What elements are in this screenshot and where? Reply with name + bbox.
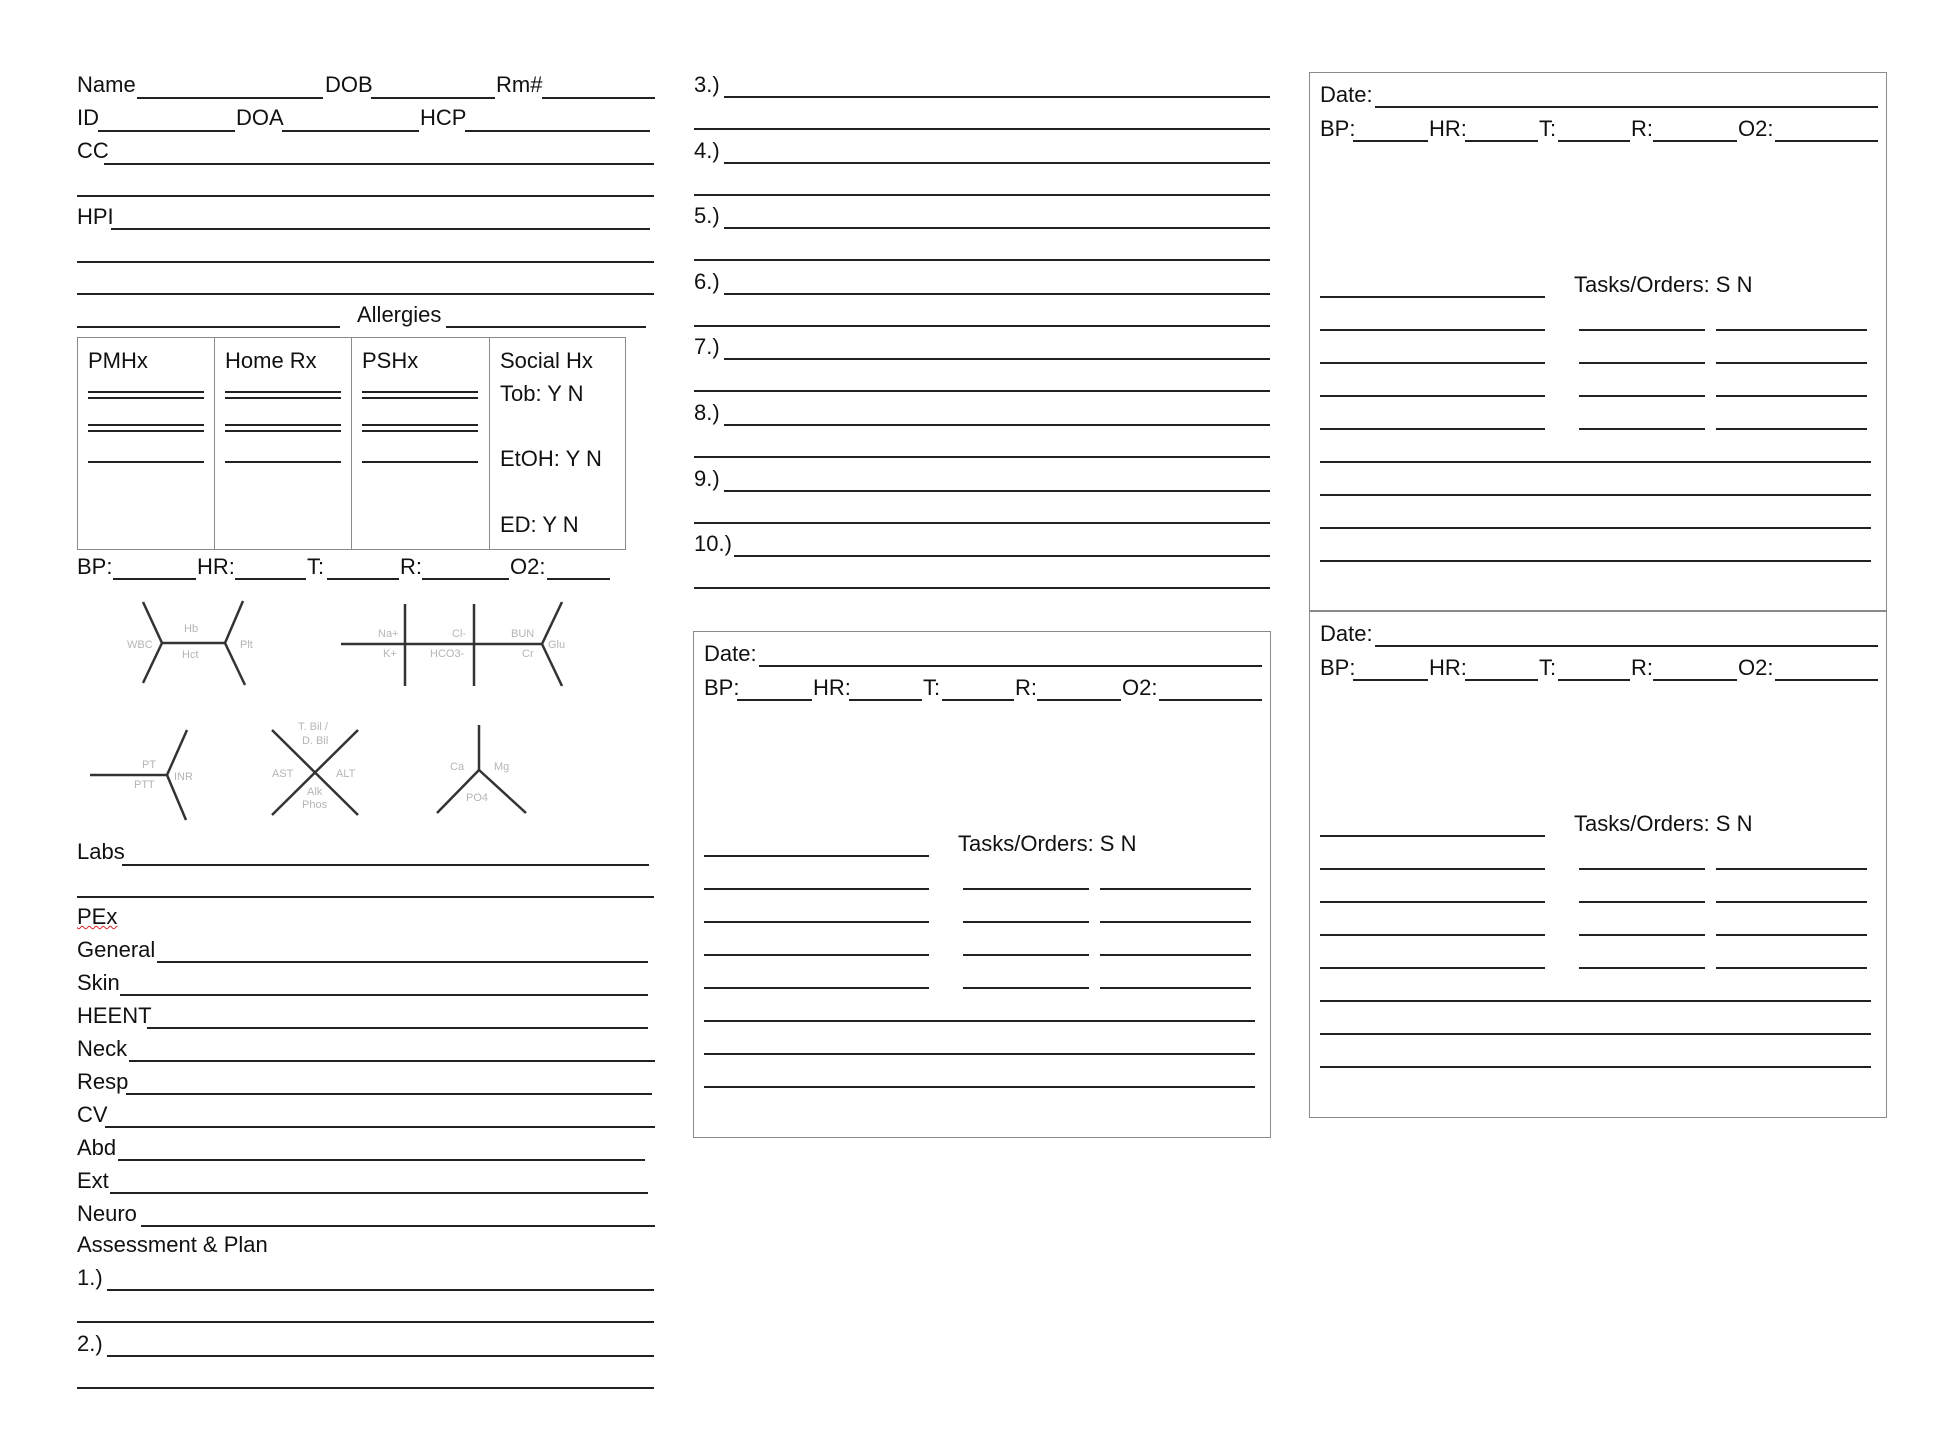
- daily-progress-box: [1309, 72, 1887, 611]
- alt-text: ALT: [336, 768, 356, 780]
- hcp-field[interactable]: [465, 130, 650, 132]
- cr-text: Cr: [522, 648, 534, 660]
- plan-item-field[interactable]: [107, 1355, 654, 1357]
- plan-item-field-line-2[interactable]: [77, 1321, 654, 1323]
- bp-label: BP:: [704, 675, 740, 700]
- plan-item-field[interactable]: [724, 293, 1270, 295]
- pex-item-label: Ext: [77, 1168, 109, 1193]
- glu-text: Glu: [548, 639, 566, 651]
- history-divider: [214, 337, 215, 550]
- bp-label: BP:: [1320, 655, 1356, 680]
- history-divider: [489, 337, 490, 550]
- dob-field[interactable]: [371, 97, 495, 99]
- etoh-label: EtOH: Y N: [500, 446, 602, 471]
- task-field[interactable]: [1320, 428, 1545, 430]
- plan-item-field-line-2[interactable]: [77, 1387, 654, 1389]
- name-field[interactable]: [137, 97, 323, 99]
- task-field[interactable]: [1320, 296, 1545, 298]
- pt-text: PT: [142, 759, 157, 771]
- plan-item-field[interactable]: [724, 96, 1270, 98]
- pex-item-field[interactable]: [105, 1126, 655, 1128]
- history-divider: [351, 337, 352, 550]
- pmhx-line[interactable]: [88, 391, 204, 399]
- task-field[interactable]: [1320, 934, 1545, 936]
- pex-item-field[interactable]: [118, 1159, 645, 1161]
- pex-item-field[interactable]: [110, 1192, 648, 1194]
- date-label: Date:: [1320, 82, 1373, 107]
- mg-text: Mg: [494, 761, 510, 773]
- task-status-field[interactable]: [1579, 967, 1705, 969]
- order-field[interactable]: [1716, 329, 1867, 331]
- hpi-label: HPI: [77, 204, 114, 229]
- task-field[interactable]: [1320, 868, 1545, 870]
- task-status-field[interactable]: [1579, 428, 1705, 430]
- pex-item-label: General: [77, 937, 156, 962]
- r-field[interactable]: [1653, 679, 1737, 681]
- order-field[interactable]: [1716, 934, 1867, 936]
- pex-item-field[interactable]: [120, 994, 648, 996]
- date-field[interactable]: [759, 665, 1262, 667]
- o2-label: O2:: [1122, 675, 1158, 700]
- cl-text: Cl-: [452, 628, 467, 640]
- plan-item-number: 3.): [694, 72, 720, 97]
- note-line[interactable]: [1320, 494, 1871, 496]
- pex-item-field[interactable]: [126, 1093, 652, 1095]
- bp-field[interactable]: [737, 699, 812, 701]
- o2-label: O2:: [1738, 655, 1774, 680]
- hpi-field[interactable]: [111, 228, 650, 230]
- allergies-label: Allergies: [357, 302, 442, 327]
- hpi-field-line-4[interactable]: [77, 326, 340, 328]
- r-label: R:: [1015, 675, 1037, 700]
- cc-field-line-2[interactable]: [77, 195, 654, 197]
- o2-field[interactable]: [1775, 140, 1878, 142]
- doa-label: DOA: [236, 105, 284, 130]
- o2-label: O2:: [510, 554, 546, 579]
- plan-item-field-line-2[interactable]: [694, 456, 1270, 458]
- doa-field[interactable]: [282, 130, 419, 132]
- t-label: T:: [923, 675, 941, 700]
- note-line[interactable]: [1320, 560, 1871, 562]
- hr-label: HR:: [1429, 655, 1467, 680]
- hr-field[interactable]: [235, 578, 306, 580]
- task-field[interactable]: [1320, 329, 1545, 331]
- daily-progress-box: [1309, 611, 1887, 1118]
- plan-item-number: 8.): [694, 400, 720, 425]
- task-field[interactable]: [704, 921, 929, 923]
- task-field[interactable]: [704, 855, 929, 857]
- note-line[interactable]: [1320, 527, 1871, 529]
- phos-text: Phos: [302, 799, 328, 811]
- plan-item-field-line-2[interactable]: [694, 587, 1270, 589]
- t-field[interactable]: [1558, 679, 1630, 681]
- t-label: T:: [1539, 116, 1557, 141]
- plan-item-number: 5.): [694, 203, 720, 228]
- task-status-field[interactable]: [963, 888, 1089, 890]
- date-field[interactable]: [1375, 645, 1878, 647]
- t-field[interactable]: [327, 578, 399, 580]
- o2-field[interactable]: [1775, 679, 1878, 681]
- dbil-text: D. Bil: [302, 735, 329, 747]
- k-text: K+: [383, 648, 397, 660]
- note-line[interactable]: [1320, 1033, 1871, 1035]
- task-status-field[interactable]: [1579, 901, 1705, 903]
- na-text: Na+: [378, 628, 399, 640]
- order-field[interactable]: [1716, 901, 1867, 903]
- pmhx-line[interactable]: [88, 424, 204, 432]
- pshx-line[interactable]: [362, 461, 478, 463]
- plan-item-field[interactable]: [724, 162, 1270, 164]
- inr-text: INR: [174, 771, 193, 783]
- plan-item-field[interactable]: [734, 555, 1270, 557]
- bp-label: BP:: [1320, 116, 1356, 141]
- plan-item-field-line-2[interactable]: [694, 390, 1270, 392]
- pex-item-label: Neuro: [77, 1201, 137, 1226]
- ast-text: AST: [272, 768, 294, 780]
- task-status-field[interactable]: [1579, 934, 1705, 936]
- plan-item-number: 4.): [694, 138, 720, 163]
- t-label: T:: [307, 554, 325, 579]
- t-field[interactable]: [1558, 140, 1630, 142]
- pshx-line[interactable]: [362, 424, 478, 432]
- ed-label: ED: Y N: [500, 512, 579, 537]
- pshx-line[interactable]: [362, 391, 478, 399]
- task-field[interactable]: [1320, 362, 1545, 364]
- note-line[interactable]: [1320, 1066, 1871, 1068]
- wbc-text: WBC: [127, 639, 153, 651]
- tobacco-label: Tob: Y N: [500, 381, 584, 406]
- labs-field[interactable]: [122, 864, 649, 866]
- task-status-field[interactable]: [963, 921, 1089, 923]
- date-field[interactable]: [1375, 106, 1878, 108]
- daily-progress-box: [693, 631, 1271, 1138]
- plan-item-field-line-2[interactable]: [694, 325, 1270, 327]
- r-field[interactable]: [1653, 140, 1737, 142]
- social-hx-header: Social Hx: [500, 348, 593, 373]
- id-label: ID: [77, 105, 99, 130]
- task-field[interactable]: [704, 888, 929, 890]
- task-field[interactable]: [704, 954, 929, 956]
- task-field[interactable]: [1320, 967, 1545, 969]
- pex-item-label: HEENT: [77, 1003, 152, 1028]
- plan-item-field-line-2[interactable]: [694, 128, 1270, 130]
- plan-item-field-line-2[interactable]: [694, 194, 1270, 196]
- plan-item-field[interactable]: [107, 1289, 654, 1291]
- bp-field[interactable]: [1353, 140, 1428, 142]
- pex-item-label: CV: [77, 1102, 108, 1127]
- pex-item-field[interactable]: [141, 1225, 655, 1227]
- pshx-header: PSHx: [362, 348, 419, 373]
- ptt-text: PTT: [134, 779, 155, 791]
- hr-field[interactable]: [1465, 140, 1538, 142]
- order-field[interactable]: [1100, 888, 1251, 890]
- tbil-text: T. Bil /: [298, 721, 328, 733]
- plan-item-number: 7.): [694, 334, 720, 359]
- room-label: Rm#: [496, 72, 543, 97]
- pex-item-label: Abd: [77, 1135, 117, 1160]
- order-field[interactable]: [1100, 987, 1251, 989]
- hct-text: Hct: [182, 649, 199, 661]
- o2-label: O2:: [1738, 116, 1774, 141]
- tasks-orders-label: Tasks/Orders: S N: [1574, 272, 1753, 297]
- plan-item-number: 1.): [77, 1265, 103, 1290]
- r-label: R:: [1631, 655, 1653, 680]
- pex-item-field[interactable]: [129, 1060, 655, 1062]
- note-line[interactable]: [704, 1086, 1255, 1088]
- task-status-field[interactable]: [1579, 395, 1705, 397]
- plan-item-field-line-2[interactable]: [694, 259, 1270, 261]
- lab-diagrams: [70, 590, 590, 830]
- hcp-label: HCP: [420, 105, 467, 130]
- order-field[interactable]: [1716, 395, 1867, 397]
- order-field[interactable]: [1716, 362, 1867, 364]
- ca-text: Ca: [450, 761, 465, 773]
- pex-item-field[interactable]: [157, 961, 648, 963]
- plan-item-field[interactable]: [724, 424, 1270, 426]
- po4-text: PO4: [466, 792, 489, 804]
- note-line[interactable]: [1320, 1000, 1871, 1002]
- date-label: Date:: [1320, 621, 1373, 646]
- cc-field[interactable]: [104, 163, 654, 165]
- order-field[interactable]: [1716, 428, 1867, 430]
- date-label: Date:: [704, 641, 757, 666]
- hr-field[interactable]: [849, 699, 922, 701]
- name-label: Name: [77, 72, 136, 97]
- hr-field[interactable]: [1465, 679, 1538, 681]
- labs-label: Labs: [77, 839, 125, 864]
- order-field[interactable]: [1716, 967, 1867, 969]
- order-field[interactable]: [1100, 921, 1251, 923]
- r-label: R:: [400, 554, 422, 579]
- task-field[interactable]: [1320, 395, 1545, 397]
- task-status-field[interactable]: [1579, 868, 1705, 870]
- plan-item-field-line-2[interactable]: [694, 522, 1270, 524]
- plan-item-number: 10.): [694, 531, 732, 556]
- plan-item-number: 9.): [694, 466, 720, 491]
- order-field[interactable]: [1100, 954, 1251, 956]
- task-status-field[interactable]: [1579, 362, 1705, 364]
- plt-text: Plt: [240, 639, 253, 651]
- note-line[interactable]: [704, 1053, 1255, 1055]
- plan-item-number: 2.): [77, 1331, 103, 1356]
- hpi-field-line-3[interactable]: [77, 293, 654, 295]
- task-status-field[interactable]: [963, 987, 1089, 989]
- note-line[interactable]: [1320, 461, 1871, 463]
- pmhx-line[interactable]: [88, 461, 204, 463]
- hr-label: HR:: [197, 554, 235, 579]
- hpi-field-line-2[interactable]: [77, 261, 654, 263]
- bp-field[interactable]: [1353, 679, 1428, 681]
- task-field[interactable]: [704, 987, 929, 989]
- pex-title: PEx: [77, 904, 118, 929]
- hr-label: HR:: [1429, 116, 1467, 141]
- r-field[interactable]: [422, 578, 509, 580]
- bun-text: BUN: [511, 628, 535, 640]
- assessment-title: Assessment & Plan: [77, 1232, 268, 1257]
- room-field[interactable]: [542, 97, 655, 99]
- plan-item-field[interactable]: [724, 490, 1270, 492]
- t-label: T:: [1539, 655, 1557, 680]
- alk-text: Alk: [307, 786, 323, 798]
- hb-text: Hb: [184, 623, 199, 635]
- id-field[interactable]: [98, 130, 235, 132]
- task-status-field[interactable]: [963, 954, 1089, 956]
- pex-item-label: Skin: [77, 970, 120, 995]
- r-label: R:: [1631, 116, 1653, 141]
- labs-field-line-2[interactable]: [77, 896, 654, 898]
- plan-item-field[interactable]: [724, 358, 1270, 360]
- pex-item-label: Resp: [77, 1069, 129, 1094]
- allergies-field[interactable]: [446, 326, 646, 328]
- home-rx-header: Home Rx: [225, 348, 317, 373]
- home-rx-line[interactable]: [225, 424, 341, 432]
- bp-field[interactable]: [113, 578, 196, 580]
- t-field[interactable]: [942, 699, 1014, 701]
- plan-item-field[interactable]: [724, 227, 1270, 229]
- task-field[interactable]: [1320, 901, 1545, 903]
- task-status-field[interactable]: [1579, 329, 1705, 331]
- plan-item-number: 6.): [694, 269, 720, 294]
- hr-label: HR:: [813, 675, 851, 700]
- order-field[interactable]: [1716, 868, 1867, 870]
- tasks-orders-label: Tasks/Orders: S N: [958, 831, 1137, 856]
- home-rx-line[interactable]: [225, 461, 341, 463]
- note-line[interactable]: [704, 1020, 1255, 1022]
- home-rx-line[interactable]: [225, 391, 341, 399]
- pex-item-field[interactable]: [147, 1027, 648, 1029]
- cc-label: CC: [77, 138, 109, 163]
- dob-label: DOB: [325, 72, 373, 97]
- bp-label: BP:: [77, 554, 113, 579]
- o2-field[interactable]: [1159, 699, 1262, 701]
- hco3-text: HCO3-: [430, 648, 465, 660]
- pex-item-label: Neck: [77, 1036, 128, 1061]
- pmhx-header: PMHx: [88, 348, 148, 373]
- o2-field[interactable]: [547, 578, 610, 580]
- task-field[interactable]: [1320, 835, 1545, 837]
- r-field[interactable]: [1037, 699, 1121, 701]
- tasks-orders-label: Tasks/Orders: S N: [1574, 811, 1753, 836]
